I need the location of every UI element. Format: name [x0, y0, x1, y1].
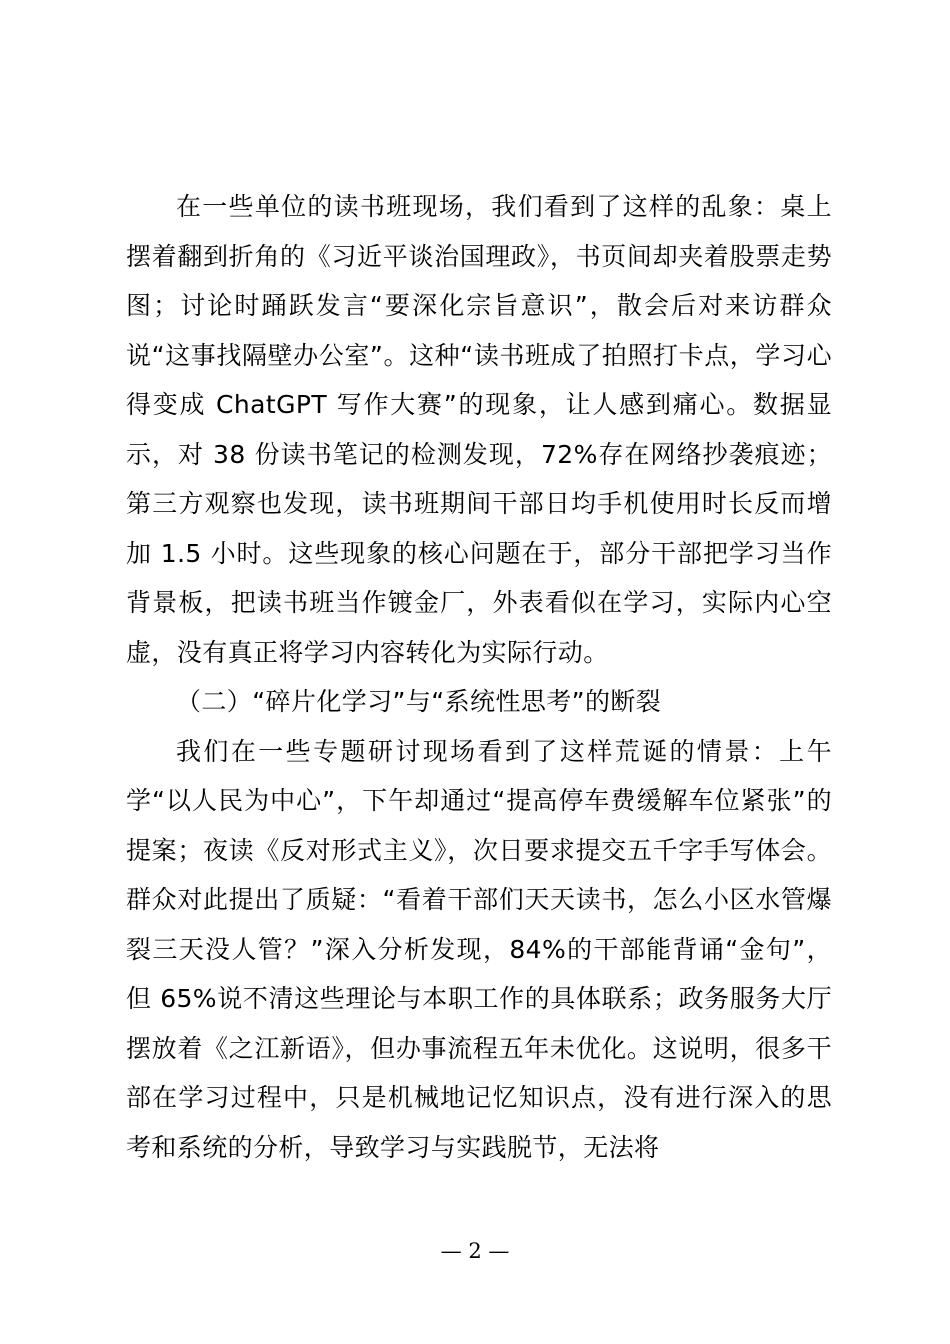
page-number: — 2 —	[440, 1239, 510, 1263]
body-paragraph-1: 在一些单位的读书班现场，我们看到了这样的乱象：桌上摆着翻到折角的《习近平谈治国理政》，书页间却夹着股票走势图；讨论时踊跃发言“要深化宗旨意识”，散会后对来访群众说“这事找隔壁办公室”。这种“读书班成了拍照打卡点，学习心得变成 ChatGPT 写作大赛”的现象，让人感到痛心。数据显示，对 38 份读书笔记的检测发现，72%存在网络抄袭痕迹；第三方观察也发现，读书班期间干部日均手机使用时长反而增加 1.5 小时。这些现象的核心问题在于，部分干部把学习当作背景板，把读书班当作镀金厂，外表看似在学习，实际内心空虚，没有真正将学习内容转化为实际行动。	[126, 192, 832, 667]
page-body	[126, 182, 832, 1172]
section-heading: （二）“碎片化学习”与“系统性思考”的断裂	[176, 687, 662, 716]
body-paragraph-2: 我们在一些专题研讨现场看到了这样荒诞的情景：上午学“以人民为中心”，下午却通过“提高停车费缓解车位紧张”的提案；夜读《反对形式主义》，次日要求提交五千字手写体会。群众对此提出了质疑：“看着干部们天天读书，怎么小区水管爆裂三天没人管？”深入分析发现，84%的干部能背诵“金句”，但 65%说不清这些理论与本职工作的具体联系；政务服务大厅摆放着《之江新语》，但办事流程五年未优化。这说明，很多干部在学习过程中，只是机械地记忆知识点，没有进行深入的思考和系统的分析，导致学习与实践脱节，无法将	[126, 736, 832, 1162]
